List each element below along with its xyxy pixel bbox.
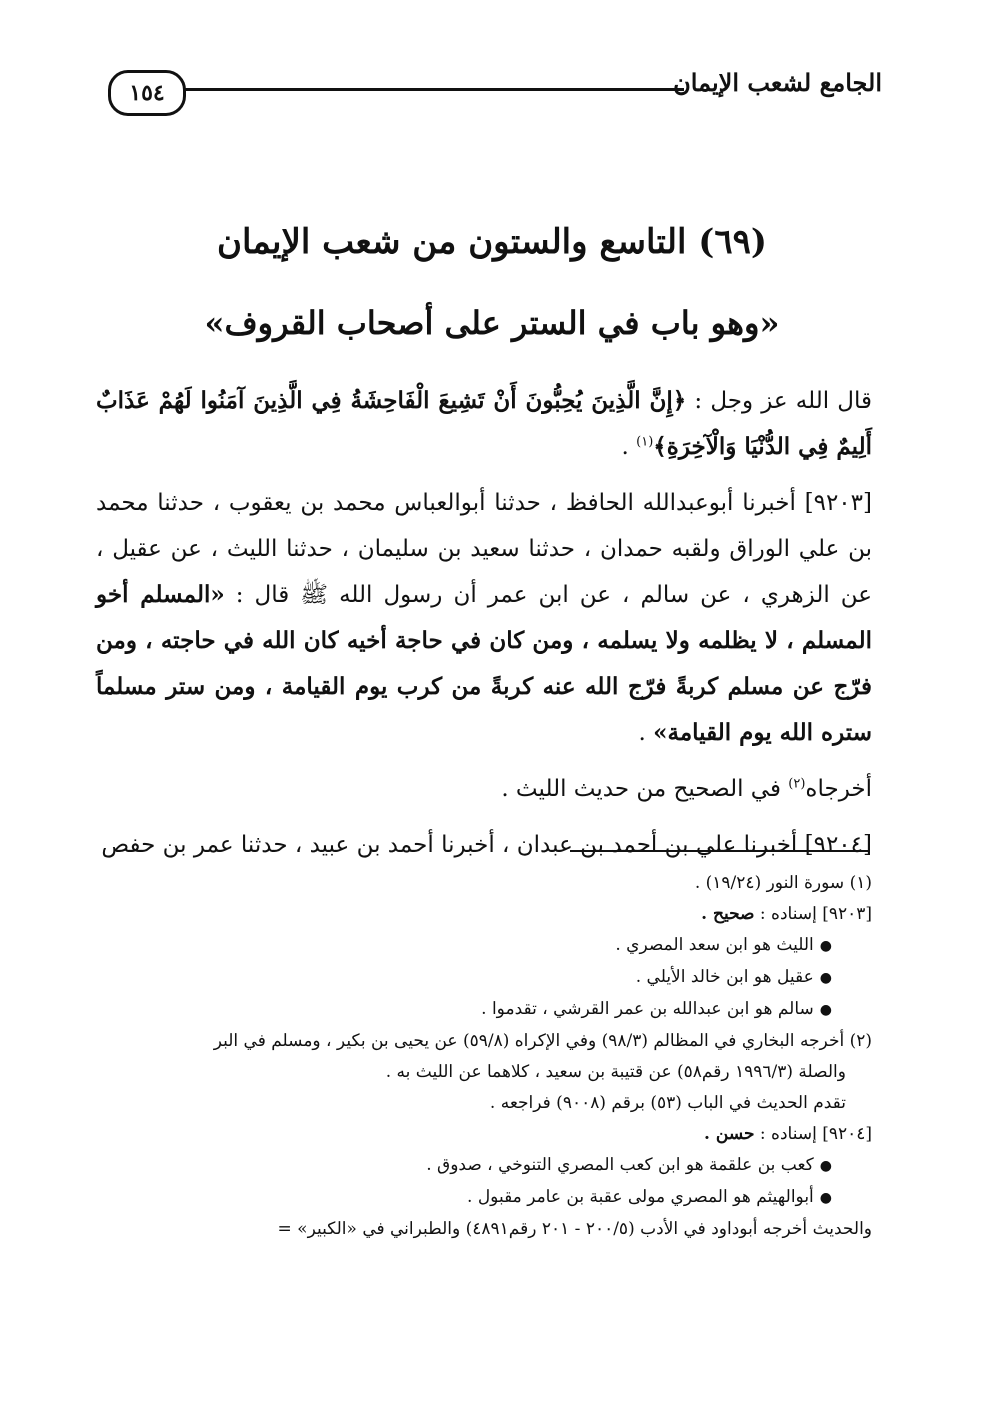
bullet-icon: ● — [819, 970, 832, 986]
bullet-text: الليث هو ابن سعد المصري . — [615, 935, 814, 955]
footnote-9203-grade-value: صحيح . — [701, 904, 755, 924]
footnote-ref-1: (١) — [636, 434, 654, 450]
hadith-isnad-9204: أخبرنا علي بن أحمد بن عبدان ، أخبرنا أحمد بن عبيد ، حدثنا عمر بن حفص — [101, 832, 805, 858]
hadith-9203 — [96, 480, 872, 756]
takhrij-rest: في الصحيح من حديث الليث . — [501, 776, 789, 802]
footnote-2-line-3: تقدم الحديث في الباب (٥٣) برقم (٩٠٠٨) فراجعه . — [489, 1093, 846, 1113]
takhrij-prefix: أخرجاه — [805, 776, 872, 802]
hadith-number-9203: [٩٢٠٣] — [804, 490, 872, 516]
footnote-9204-bullet-2 — [96, 1182, 872, 1214]
bullet-icon: ● — [819, 1190, 832, 1206]
footnote-9203-grade — [96, 899, 872, 930]
footnote-9204-grade — [96, 1119, 872, 1150]
footnote-9203-label: [٩٢٠٣] إسناده : — [754, 904, 872, 924]
body-text — [96, 378, 872, 878]
chapter-title: (٦٩) التاسع والستون من شعب الإيمان — [217, 222, 767, 262]
footnote-2-line-1: (٢) أخرجه البخاري في المظالم (٩٨/٣) وفي الإكراه (٥٩/٨) عن يحيى بن بكير ، ومسلم في البر — [213, 1031, 872, 1051]
bullet-icon: ● — [819, 1158, 832, 1174]
chapter-subtitle: «وهو باب في الستر على أصحاب القروف» — [204, 304, 780, 342]
footnote-9203-bullet-1 — [96, 930, 872, 962]
takhrij-line — [96, 766, 872, 812]
footnote-separator — [570, 850, 870, 852]
bullet-text: أبوالهيثم هو المصري مولى عقبة بن عامر مقبول . — [467, 1187, 814, 1207]
footnote-2-line-2: والصلة (١٩٩٦/٣ رقم٥٨) عن قتيبة بن سعيد ، كلاهما عن الليث به . — [385, 1062, 846, 1082]
header-rule — [184, 88, 684, 91]
bullet-text: عقيل هو ابن خالد الأيلي . — [635, 967, 814, 987]
footnote-9204-bullet-1 — [96, 1150, 872, 1182]
footnotes — [96, 868, 872, 1245]
running-title: الجامع لشعب الإيمان — [673, 68, 882, 97]
footnote-ref-2: (٢) — [788, 776, 806, 792]
intro-prefix: قال الله عز وجل : — [686, 388, 872, 414]
page-header — [80, 58, 880, 122]
footnote-9203-bullet-3 — [96, 994, 872, 1026]
hadith-matn-9203: «المسلم أخو المسلم ، لا يظلمه ولا يسلمه ، ومن كان في حاجة أخيه كان الله في حاجته ، ومن فرّج عن مسلم كربةً فرّج الله عنه كربةً من كرب يوم القيامة ، ومن ستر مسلماً ستره الله يوم القيامة» — [96, 581, 872, 746]
footnote-9204-grade-value: حسن . — [704, 1124, 755, 1144]
bullet-icon: ● — [819, 1002, 832, 1018]
quran-paragraph — [96, 378, 872, 470]
footnote-9203-bullet-2 — [96, 962, 872, 994]
hadith-isnad-9203: أخبرنا أبوعبدالله الحافظ ، حدثنا أبوالعباس محمد بن يعقوب ، حدثنا محمد بن علي الوراق ولقبه حمدان ، حدثنا سعيد بن سليمان ، حدثنا الليث ، عن عقيل ، عن الزهري ، عن سالم ، عن ابن عمر أن رسول الله ﷺ قال : — [96, 490, 872, 608]
hadith-9204 — [96, 822, 872, 868]
page-number: ١٥٤ — [108, 70, 186, 116]
footnote-9204-label: [٩٢٠٤] إسناده : — [754, 1124, 872, 1144]
bullet-icon: ● — [819, 938, 832, 954]
footnote-9204-last: والحديث أخرجه أبوداود في الأدب (٢٠٠/٥ - ٢٠١ رقم٤٨٩١) والطبراني في «الكبير» = — [277, 1219, 872, 1239]
footnote-1: (١) سورة النور (١٩/٢٤) . — [694, 873, 872, 893]
quran-end: . — [621, 434, 637, 460]
hadith-end-9203: . — [638, 720, 654, 746]
bullet-text: كعب بن علقمة هو ابن كعب المصري التنوخي ، صدوق . — [426, 1155, 814, 1175]
quran-verse: ﴿إِنَّ الَّذِينَ يُحِبُّونَ أَنْ تَشِيعَ الْفَاحِشَةُ فِي الَّذِينَ آمَنُوا لَهُمْ عَذَابٌ أَلِيمٌ فِي الدُّنْيَا وَالْآخِرَةِ﴾ — [96, 387, 872, 460]
hadith-number-9204: [٩٢٠٤] — [804, 832, 872, 858]
bullet-text: سالم هو ابن عبدالله بن عمر القرشي ، تقدموا . — [481, 999, 814, 1019]
